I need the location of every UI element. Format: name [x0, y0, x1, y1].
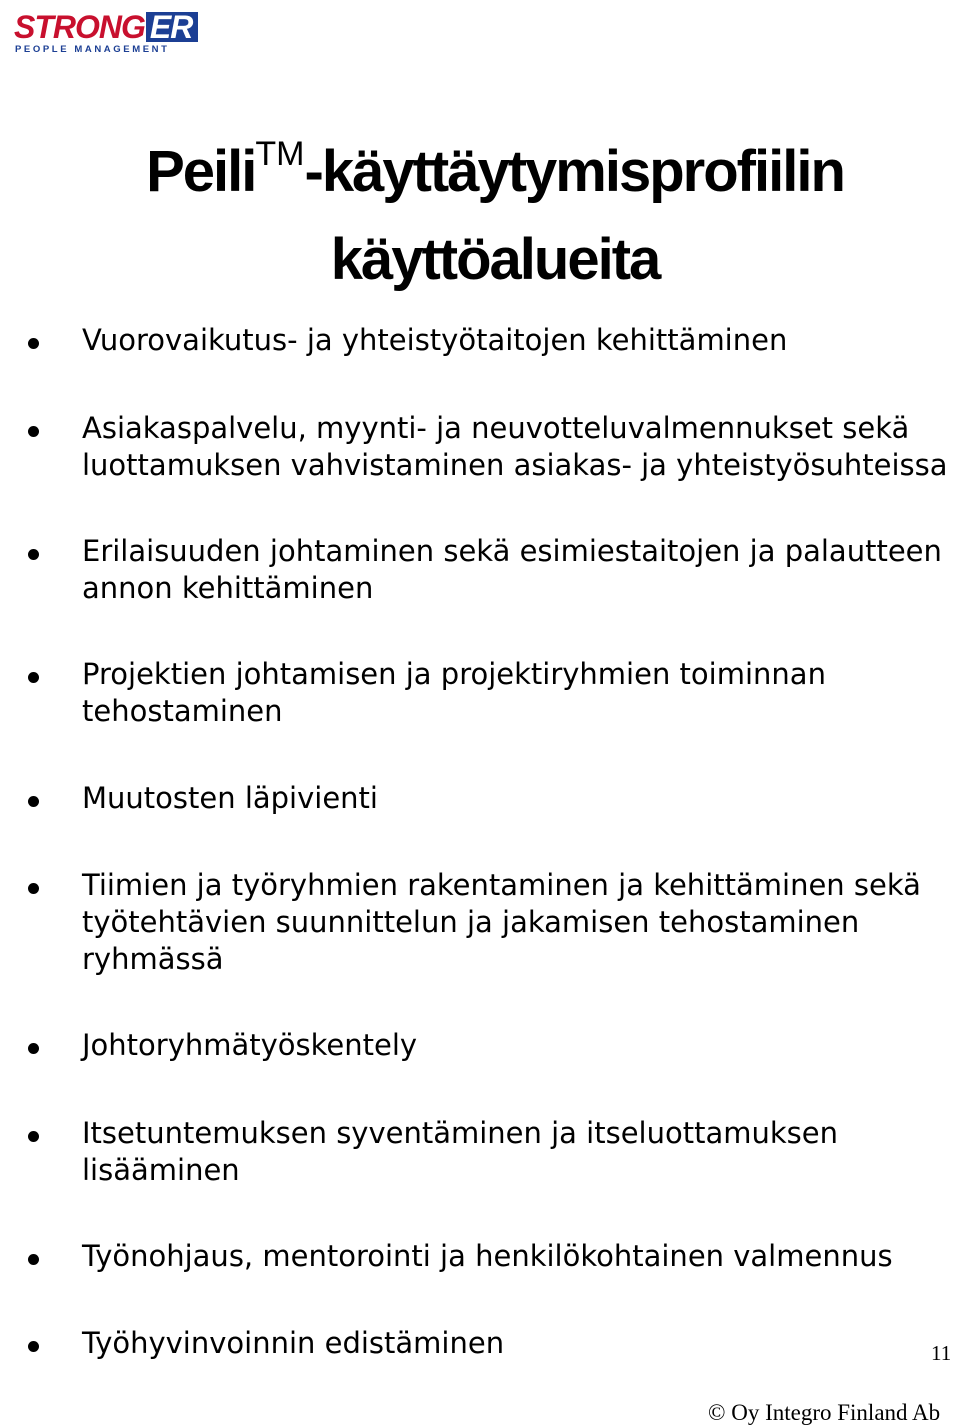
title-line2: käyttöalueita [330, 227, 660, 292]
list-item-text: Johtoryhmätyöskentely [82, 1028, 418, 1062]
trademark-mark: TM [255, 135, 305, 173]
list-item-text: Tiimien ja työryhmien rakentaminen ja kehittäminen sekä työtehtävien suunnittelun ja jakamisen tehostaminen ryhmässä [82, 868, 921, 976]
bullet-icon [28, 1341, 39, 1352]
bullet-icon [28, 1043, 39, 1054]
list-item-text: Itsetuntemuksen syventäminen ja itseluottamuksen lisääminen [82, 1116, 838, 1187]
list-item-text: Projektien johtamisen ja projektiryhmien toiminnan tehostaminen [82, 657, 826, 728]
page-number: 11 [931, 1341, 952, 1365]
bullet-icon [28, 796, 39, 807]
list-item-text: Työnohjaus, mentorointi ja henkilökohtainen valmennus [82, 1239, 893, 1273]
bullet-icon [28, 338, 39, 349]
logo-wordmark [14, 9, 198, 45]
logo-subtitle: PEOPLE MANAGEMENT [15, 44, 170, 55]
bullet-icon [28, 1131, 39, 1142]
list-item-text: Työhyvinvoinnin edistäminen [82, 1326, 505, 1360]
bullet-icon [28, 549, 39, 560]
list-item-text: Erilaisuuden johtaminen sekä esimiestaitojen ja palautteen annon kehittäminen [82, 534, 942, 605]
copyright-notice: © Oy Integro Finland Ab [708, 1400, 941, 1425]
page-title [0, 132, 960, 300]
list-item-text: Muutosten läpivienti [82, 781, 378, 815]
list-item-text: Vuorovaikutus- ja yhteistyötaitojen kehittäminen [82, 323, 788, 357]
strong-logo [14, 9, 214, 56]
title-part1: Peili [146, 139, 256, 204]
list-item-text: Asiakaspalvelu, myynti- ja neuvotteluvalmennukset sekä luottamuksen vahvistaminen asiakas- ja yhteistyösuhteissa [82, 411, 948, 482]
bullet-icon [28, 883, 39, 894]
bullet-icon [28, 426, 39, 437]
logo-word-main: STRONG [14, 9, 145, 45]
title-part2: -käyttäytymisprofiilin [304, 139, 844, 204]
bullet-icon [28, 672, 39, 683]
logo-word-tail: ER [146, 12, 198, 42]
bullet-icon [28, 1254, 39, 1265]
